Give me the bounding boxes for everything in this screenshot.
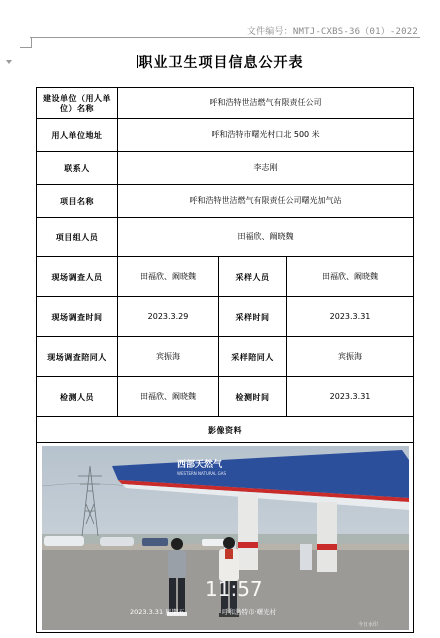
sampling-staff-label: 采样人员	[219, 257, 287, 297]
canopy-sign-en: WESTERN NATURAL GAS	[176, 470, 226, 476]
project-name-label: 项目名称	[37, 185, 118, 218]
photo-date-overlay: 2023.3.31 星期五	[129, 607, 185, 616]
testing-time-value: 2023.3.31	[287, 377, 414, 417]
info-table	[36, 87, 414, 633]
survey-time-label: 现场调查时间	[37, 297, 118, 337]
unit-name-value: 呼和浩特世洁燃气有限责任公司	[118, 88, 414, 119]
contact-value: 李志刚	[118, 152, 414, 185]
sampling-escort-label: 采样陪同人	[219, 337, 287, 377]
photo-watermark-brand: 今日水印	[357, 621, 378, 628]
sampling-escort-value: 宾振海	[287, 337, 414, 377]
photo-location-overlay: 呼和浩特市·曙光村	[221, 607, 276, 616]
contact-label: 联系人	[37, 152, 118, 185]
text-cursor	[137, 55, 138, 68]
survey-staff-label: 现场调查人员	[37, 257, 118, 297]
testing-staff-label: 检测人员	[37, 377, 118, 417]
sampling-time-label: 采样时间	[219, 297, 287, 337]
address-value: 呼和浩特市曙光村口北 500 米	[118, 119, 414, 152]
page-title	[0, 52, 440, 72]
document-code: 文件编号：NMTJ-CXBS-36（01）-2022	[246, 27, 418, 37]
image-section-label: 影像资料	[37, 417, 414, 443]
site-photo-svg	[42, 446, 409, 630]
pillar-right-stripe	[317, 544, 337, 550]
sampling-time-value: 2023.3.31	[287, 297, 414, 337]
pillar-left	[238, 494, 258, 570]
survey-time-value: 2023.3.29	[118, 297, 219, 337]
testing-time-label: 检测时间	[219, 377, 287, 417]
header-rule	[30, 37, 420, 38]
crop-mark-vertical	[31, 37, 32, 48]
pillar-right	[317, 502, 337, 572]
pillar-left-stripe	[238, 542, 258, 548]
survey-escort-value: 宾振海	[118, 337, 219, 377]
photo-cell	[37, 443, 414, 633]
dispenser-2	[300, 544, 312, 570]
site-photo	[42, 446, 409, 630]
project-name-value: 呼和浩特世洁燃气有限责任公司曙光加气站	[118, 185, 414, 218]
address-label: 用人单位地址	[37, 119, 118, 152]
sampling-staff-value: 田福欣、阚晓魏	[287, 257, 414, 297]
photo-time-overlay: 11:57	[204, 576, 263, 601]
testing-staff-value: 田福欣、阚晓魏	[118, 377, 219, 417]
survey-staff-value: 田福欣、阚晓魏	[118, 257, 219, 297]
project-team-label: 项目组人员	[37, 218, 118, 257]
canopy-sign: 西部天然气	[176, 459, 222, 470]
unit-name-label: 建设单位（用人单位）名称	[37, 88, 118, 119]
page-title-text: 职业卫生项目信息公开表	[138, 55, 304, 71]
project-team-value: 田福欣、阚晓魏	[118, 218, 414, 257]
survey-escort-label: 现场调查陪同人	[37, 337, 118, 377]
